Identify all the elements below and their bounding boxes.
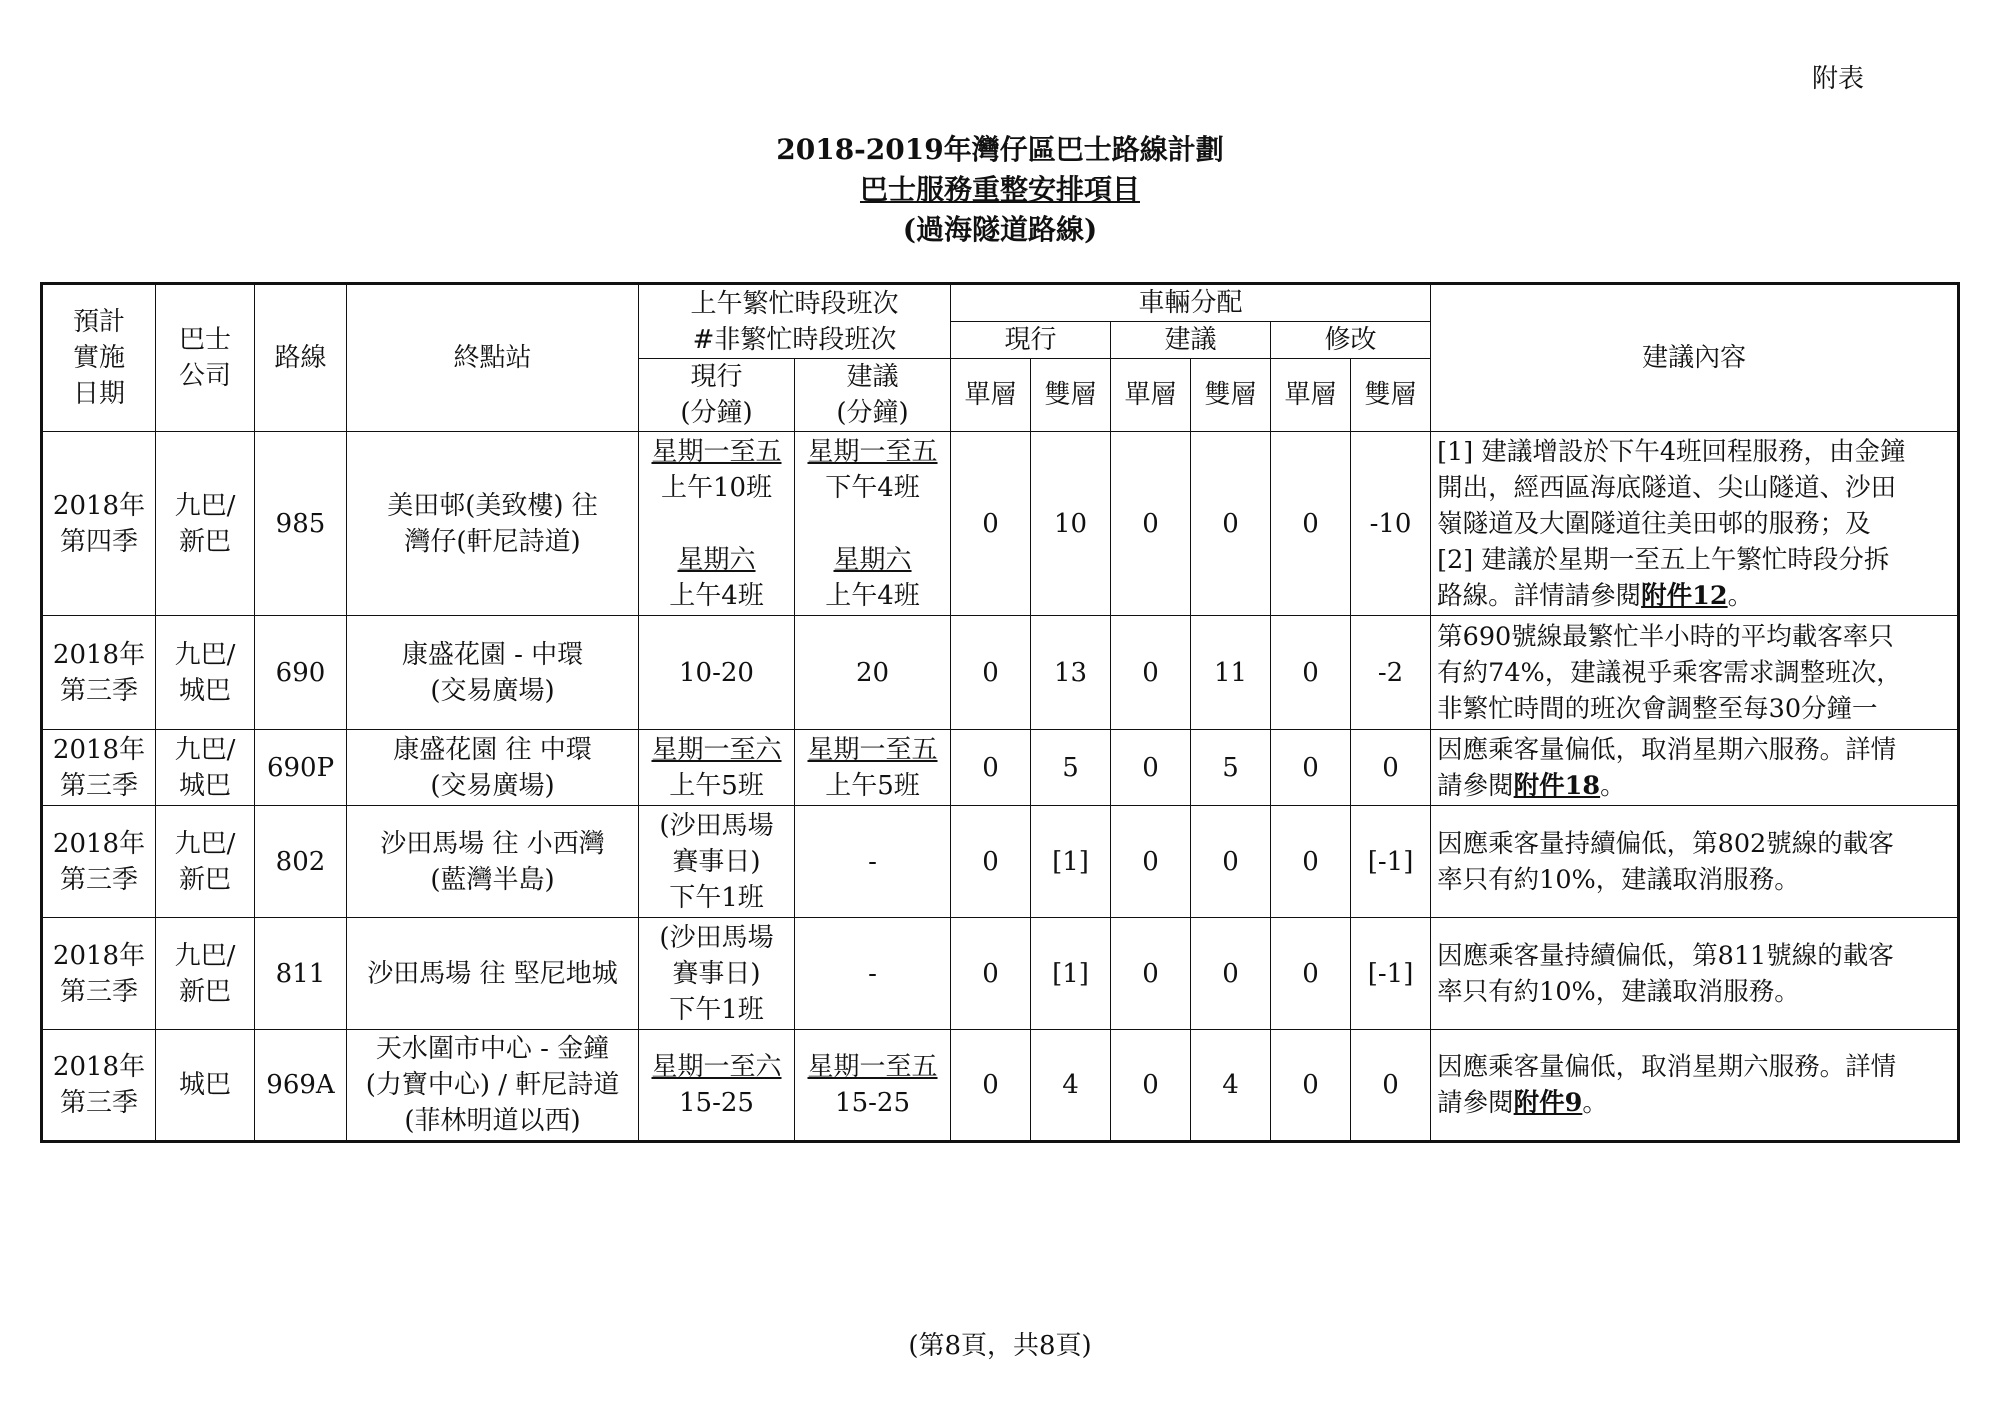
cell-remarks <box>1431 918 1959 1030</box>
text: 路線。詳情請參閱 <box>1437 580 1642 611</box>
text: 第三季 <box>59 770 138 801</box>
cell-veh-double-current: 5 <box>1031 730 1111 806</box>
cell-veh-single-current: 0 <box>951 918 1031 1030</box>
cell-terminus <box>347 918 639 1030</box>
text: 星期六 <box>833 544 912 575</box>
annex-label: 附表 <box>1812 64 1865 94</box>
cell-veh-double-proposed: 11 <box>1191 616 1271 730</box>
spacer <box>797 506 948 542</box>
cell-veh-single-proposed: 0 <box>1111 918 1191 1030</box>
cell-veh-single-change: 0 <box>1271 616 1351 730</box>
cell-freq-proposed: - <box>795 806 951 918</box>
cell-company <box>156 1030 255 1142</box>
text: 上午5班 <box>825 770 920 801</box>
text: 嶺隧道及大圍隧道往美田邨的服務；及 <box>1437 508 1871 539</box>
cell-freq-proposed <box>795 432 951 616</box>
cell-veh-double-current: 13 <box>1031 616 1111 730</box>
text: 星期一至六 <box>651 734 782 765</box>
header-freq-current-l2: (分鐘) <box>680 398 753 428</box>
text: 九巴/ <box>174 490 236 521</box>
text: 上午5班 <box>669 770 764 801</box>
text: 新巴 <box>178 526 231 557</box>
cell-route: 802 <box>255 806 347 918</box>
route-plan-table <box>40 282 1960 1143</box>
text: (菲林明道以西) <box>404 1106 581 1136</box>
cell-veh-single-change: 0 <box>1271 1030 1351 1142</box>
cell-remarks <box>1431 1030 1959 1142</box>
text: 第690號線最繁忙半小時的平均載客率只 <box>1437 621 1894 652</box>
text: 因應乘客量偏低，取消星期六服務。詳情 <box>1437 1052 1897 1082</box>
header-company <box>156 284 255 432</box>
cell-date <box>42 918 156 1030</box>
cell-freq-proposed: 20 <box>795 616 951 730</box>
text: 率只有約10%，建議取消服務。 <box>1437 864 1800 895</box>
cell-veh-double-change: 0 <box>1351 730 1431 806</box>
cell-veh-single-change: 0 <box>1271 432 1351 616</box>
text: 第三季 <box>59 864 138 895</box>
text: 九巴/ <box>174 734 236 765</box>
cell-company <box>156 730 255 806</box>
cell-freq-proposed: - <box>795 918 951 1030</box>
text: 新巴 <box>178 864 231 895</box>
text: 美田邨(美致樓) 往 <box>387 490 598 521</box>
cell-terminus <box>347 616 639 730</box>
text: 第三季 <box>59 1088 138 1118</box>
text: 有約74%，建議視乎乘客需求調整班次， <box>1437 657 1902 688</box>
cell-remarks <box>1431 432 1959 616</box>
cell-date <box>42 1030 156 1142</box>
cell-veh-single-proposed: 0 <box>1111 730 1191 806</box>
header-company-l2: 公司 <box>178 361 231 391</box>
cell-veh-double-change: 0 <box>1351 1030 1431 1142</box>
text: 2018年 <box>52 490 146 521</box>
cell-date <box>42 432 156 616</box>
header-freq-current <box>639 359 795 432</box>
cell-route: 969A <box>255 1030 347 1142</box>
annex-link[interactable]: 附件18 <box>1513 770 1601 801</box>
text: 賽事日) <box>672 846 761 877</box>
page-footer: (第8頁，共8頁) <box>908 1331 1092 1361</box>
cell-company <box>156 918 255 1030</box>
text: 2018年 <box>52 1052 146 1082</box>
cell-veh-single-proposed: 0 <box>1111 616 1191 730</box>
table-row <box>42 730 1959 806</box>
text: 星期一至五 <box>807 1052 938 1082</box>
text: 九巴/ <box>174 940 236 971</box>
text: 開出，經西區海底隧道、尖山隧道、沙田 <box>1437 472 1897 503</box>
cell-veh-single-change: 0 <box>1271 730 1351 806</box>
text: 因應乘客量持續偏低，第811號線的載客 <box>1437 940 1894 971</box>
text: 賽事日) <box>672 958 761 989</box>
text: 下午4班 <box>825 472 920 503</box>
text: 因應乘客量持續偏低，第802號線的載客 <box>1437 828 1894 859</box>
table-row <box>42 806 1959 918</box>
cell-veh-single-proposed: 0 <box>1111 806 1191 918</box>
cell-veh-single-current: 0 <box>951 806 1031 918</box>
header-single-current: 單層 <box>951 359 1031 432</box>
cell-route: 690P <box>255 730 347 806</box>
text: 2018年 <box>52 639 146 670</box>
cell-terminus <box>347 730 639 806</box>
cell-veh-double-current: 4 <box>1031 1030 1111 1142</box>
cell-company <box>156 616 255 730</box>
text: (藍灣半島) <box>430 864 555 895</box>
header-company-l1: 巴士 <box>178 325 231 355</box>
text: (沙田馬場 <box>659 922 774 953</box>
header-veh-proposed: 建議 <box>1111 322 1271 359</box>
text: 星期六 <box>677 544 756 575</box>
cell-veh-double-current: 10 <box>1031 432 1111 616</box>
cell-company <box>156 432 255 616</box>
cell-veh-double-change: [-1] <box>1351 806 1431 918</box>
cell-remarks <box>1431 730 1959 806</box>
header-single-change: 單層 <box>1271 359 1351 432</box>
cell-terminus <box>347 432 639 616</box>
text: 率只有約10%，建議取消服務。 <box>1437 976 1800 1007</box>
header-terminus: 終點站 <box>347 284 639 432</box>
header-double-change: 雙層 <box>1351 359 1431 432</box>
cell-veh-double-proposed: 0 <box>1191 806 1271 918</box>
text: 天水圍市中心 - 金鐘 <box>375 1034 610 1064</box>
cell-remarks <box>1431 616 1959 730</box>
header-frequency-l2: #非繁忙時段班次 <box>692 324 897 355</box>
header-date-l2: 實施 <box>72 343 125 373</box>
cell-remarks <box>1431 806 1959 918</box>
cell-veh-single-change: 0 <box>1271 806 1351 918</box>
title-line-1: 2018-2019年灣仔區巴士路線計劃 <box>776 133 1224 166</box>
header-route: 路線 <box>255 284 347 432</box>
text: 康盛花園 往 中環 <box>393 734 592 765</box>
header-veh-current: 現行 <box>951 322 1111 359</box>
table-row <box>42 918 1959 1030</box>
title-line-2: 巴士服務重整安排項目 <box>859 173 1140 206</box>
header-single-proposed: 單層 <box>1111 359 1191 432</box>
cell-veh-single-proposed: 0 <box>1111 1030 1191 1142</box>
cell-veh-single-change: 0 <box>1271 918 1351 1030</box>
table-row <box>42 1030 1959 1142</box>
text: 第四季 <box>59 526 138 557</box>
title-line-3: (過海隧道路線) <box>902 213 1098 246</box>
text: (沙田馬場 <box>659 810 774 841</box>
text: 上午10班 <box>660 472 773 503</box>
header-date <box>42 284 156 432</box>
cell-veh-double-proposed: 0 <box>1191 918 1271 1030</box>
cell-veh-single-current: 0 <box>951 1030 1031 1142</box>
header-freq-proposed-l2: (分鐘) <box>836 398 909 428</box>
text: 第三季 <box>59 976 138 1007</box>
header-double-proposed: 雙層 <box>1191 359 1271 432</box>
spacer <box>641 506 792 542</box>
cell-freq-current <box>639 432 795 616</box>
header-frequency <box>639 284 951 359</box>
text: 城巴 <box>178 1070 231 1100</box>
cell-freq-current <box>639 918 795 1030</box>
text: 城巴 <box>178 675 231 706</box>
header-remarks: 建議內容 <box>1431 284 1959 432</box>
cell-route: 811 <box>255 918 347 1030</box>
text: 因應乘客量偏低，取消星期六服務。詳情 <box>1437 734 1897 765</box>
text: 九巴/ <box>174 639 236 670</box>
header-date-l3: 日期 <box>72 379 125 409</box>
cell-terminus <box>347 1030 639 1142</box>
document-title <box>0 130 2000 250</box>
text: 非繁忙時間的班次會調整至每30分鐘一 <box>1437 693 1878 724</box>
text: 請參閱 <box>1437 770 1514 801</box>
header-frequency-l1: 上午繁忙時段班次 <box>690 288 899 319</box>
cell-freq-current <box>639 806 795 918</box>
cell-veh-single-current: 0 <box>951 730 1031 806</box>
cell-veh-double-proposed: 4 <box>1191 1030 1271 1142</box>
text: 沙田馬場 往 小西灣 <box>380 828 605 859</box>
text: 下午1班 <box>669 994 764 1025</box>
text: 星期一至六 <box>651 1052 782 1082</box>
text: 康盛花園 - 中環 <box>401 639 584 670</box>
cell-freq-current <box>639 730 795 806</box>
cell-veh-double-current: [1] <box>1031 806 1111 918</box>
text: 2018年 <box>52 734 146 765</box>
header-vehicle-allocation: 車輛分配 <box>951 284 1431 322</box>
header-date-l1: 預計 <box>72 307 125 337</box>
annex-link[interactable]: 附件9 <box>1513 1088 1583 1118</box>
text: 上午4班 <box>825 580 920 611</box>
cell-freq-proposed <box>795 1030 951 1142</box>
text: 15-25 <box>835 1088 910 1118</box>
text: 星期一至五 <box>807 436 938 467</box>
text: 第三季 <box>59 675 138 706</box>
text: 15-25 <box>679 1088 754 1118</box>
cell-date <box>42 806 156 918</box>
text: 。 <box>1600 770 1626 801</box>
cell-freq-current <box>639 1030 795 1142</box>
cell-veh-double-change: -10 <box>1351 432 1431 616</box>
text: 上午4班 <box>669 580 764 611</box>
cell-veh-double-current: [1] <box>1031 918 1111 1030</box>
table-row <box>42 616 1959 730</box>
cell-veh-double-proposed: 0 <box>1191 432 1271 616</box>
cell-veh-double-proposed: 5 <box>1191 730 1271 806</box>
cell-veh-single-proposed: 0 <box>1111 432 1191 616</box>
text: 沙田馬場 往 堅尼地城 <box>367 958 618 989</box>
cell-veh-double-change: [-1] <box>1351 918 1431 1030</box>
text: (交易廣場) <box>430 770 555 801</box>
text: (力寶中心) / 軒尼詩道 <box>365 1070 620 1100</box>
text: 星期一至五 <box>807 734 938 765</box>
text: 。 <box>1727 580 1754 611</box>
text: 灣仔(軒尼詩道) <box>404 526 581 557</box>
text: 下午1班 <box>669 882 764 913</box>
text: 請參閱 <box>1437 1088 1514 1118</box>
text: (交易廣場) <box>430 675 555 706</box>
text: [2] 建議於星期一至五上午繁忙時段分拆 <box>1437 544 1890 575</box>
text: 。 <box>1582 1088 1608 1118</box>
cell-route: 690 <box>255 616 347 730</box>
cell-date <box>42 616 156 730</box>
text: 九巴/ <box>174 828 236 859</box>
text: 星期一至五 <box>651 436 782 467</box>
text: 2018年 <box>52 828 146 859</box>
cell-veh-single-current: 0 <box>951 432 1031 616</box>
text: 城巴 <box>178 770 231 801</box>
annex-link[interactable]: 附件12 <box>1641 580 1728 611</box>
cell-company <box>156 806 255 918</box>
header-freq-current-l1: 現行 <box>690 362 743 392</box>
header-veh-change: 修改 <box>1271 322 1431 359</box>
cell-veh-double-change: -2 <box>1351 616 1431 730</box>
cell-date <box>42 730 156 806</box>
cell-route: 985 <box>255 432 347 616</box>
header-double-current: 雙層 <box>1031 359 1111 432</box>
table-row <box>42 432 1959 616</box>
header-freq-proposed <box>795 359 951 432</box>
cell-freq-current: 10-20 <box>639 616 795 730</box>
header-freq-proposed-l1: 建議 <box>846 362 899 392</box>
text: 新巴 <box>178 976 231 1007</box>
text: [1] 建議增設於下午4班回程服務，由金鐘 <box>1437 436 1906 467</box>
text: 2018年 <box>52 940 146 971</box>
cell-veh-single-current: 0 <box>951 616 1031 730</box>
cell-freq-proposed <box>795 730 951 806</box>
cell-terminus <box>347 806 639 918</box>
